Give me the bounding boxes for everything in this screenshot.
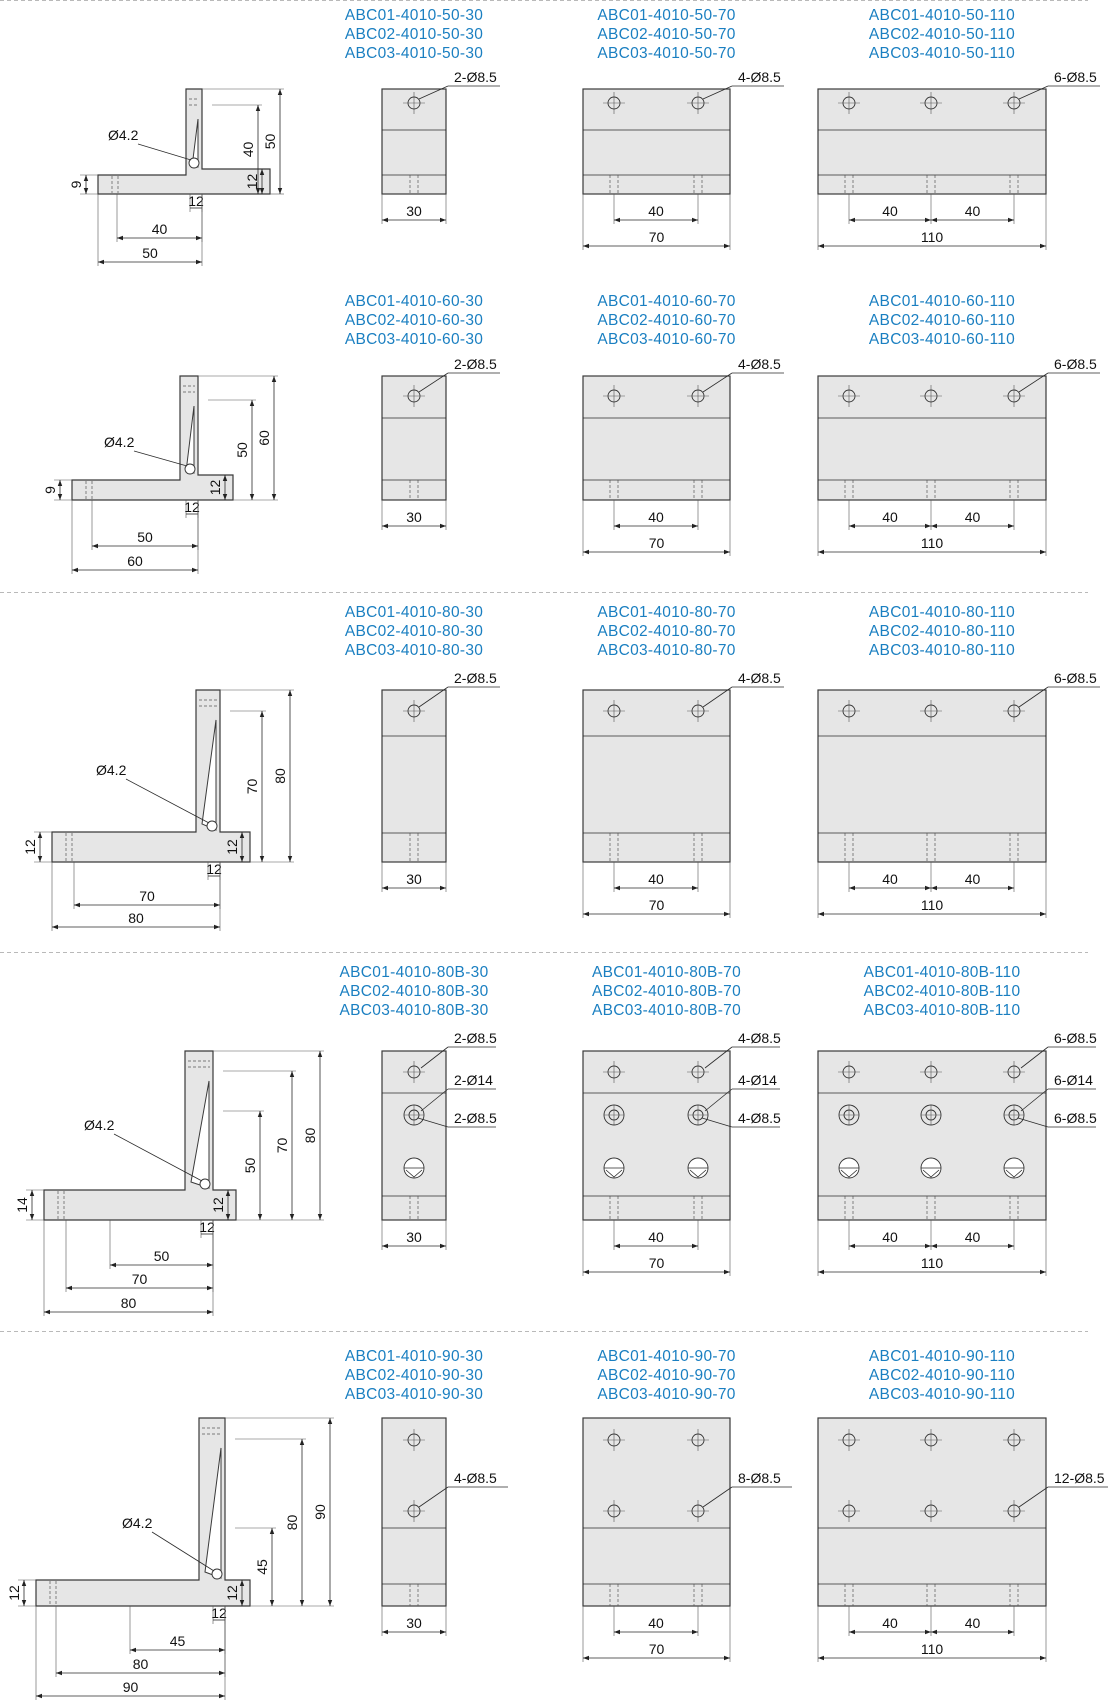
arrowhead	[925, 218, 931, 222]
arrowhead	[272, 494, 276, 500]
arrowhead	[1008, 1630, 1014, 1634]
hole-callout: 6-Ø8.5	[1054, 69, 1097, 85]
arrowhead	[56, 1671, 62, 1675]
dimension-label: 40	[882, 509, 898, 525]
part-number: ABC01-4010-90-30	[344, 1348, 484, 1365]
arrowhead	[818, 1656, 824, 1660]
arrowhead	[219, 1694, 225, 1698]
dimension-label: 40	[240, 141, 256, 158]
bracket-face	[818, 376, 1046, 500]
arrowhead	[207, 1286, 213, 1290]
arrowhead	[52, 925, 58, 929]
dimension-label: 12	[244, 173, 260, 190]
dimension-label: 90	[312, 1504, 328, 1520]
arrowhead	[214, 925, 220, 929]
arrowhead	[583, 550, 589, 554]
front-view-3-2	[583, 604, 784, 918]
part-number: ABC03-4010-90-30	[344, 1386, 484, 1403]
part-number: ABC01-4010-80-70	[597, 604, 736, 621]
bracket-face	[583, 89, 730, 194]
dimension-label: 50	[153, 1248, 170, 1264]
arrowhead	[440, 1630, 446, 1634]
arrowhead	[84, 188, 88, 194]
dimension-label: 9	[68, 180, 84, 189]
bracket-face	[583, 1418, 730, 1606]
dimension-label: 40	[964, 509, 981, 525]
front-view-3-3	[818, 604, 1100, 918]
part-number: ABC01-4010-80-30	[344, 604, 484, 621]
dimension-label: 12	[207, 479, 223, 496]
hole-callout: 6-Ø14	[1054, 1072, 1093, 1088]
arrowhead	[207, 1263, 213, 1267]
dimension-label: 40	[964, 871, 981, 887]
hole-callout: 4-Ø8.5	[738, 1030, 781, 1046]
arrowhead	[219, 1648, 225, 1652]
arrowhead	[818, 1270, 824, 1274]
dimension-label: 12	[199, 1219, 215, 1235]
bracket-face	[583, 690, 730, 862]
dimension-label: 110	[920, 897, 944, 913]
part-number: ABC03-4010-80B-110	[863, 1002, 1021, 1019]
part-number: ABC01-4010-80B-30	[339, 964, 489, 981]
arrowhead	[272, 376, 276, 382]
hole-callout: 2-Ø8.5	[454, 356, 497, 372]
bracket-profile	[52, 690, 250, 862]
arrowhead	[925, 1630, 931, 1634]
dimension-label: 40	[882, 203, 898, 219]
hole-callout: 6-Ø8.5	[1054, 1110, 1097, 1126]
part-number: ABC02-4010-50-30	[344, 26, 484, 43]
arrowhead	[328, 1418, 332, 1424]
arrowhead	[110, 1263, 116, 1267]
arrowhead	[692, 218, 698, 222]
arrowhead	[278, 188, 282, 194]
dimension-label: 50	[242, 1157, 258, 1174]
front-view-4-2	[583, 964, 781, 1276]
arrowhead	[440, 1244, 446, 1248]
arrowhead	[614, 1244, 620, 1248]
hole-callout: Ø4.2	[84, 1117, 115, 1133]
arrowhead	[925, 886, 931, 890]
arrowhead	[692, 1630, 698, 1634]
part-number: ABC02-4010-50-110	[868, 26, 1016, 43]
hole-callout: 4-Ø8.5	[454, 1470, 497, 1486]
dimension-label: 12	[224, 1585, 240, 1601]
arrowhead	[22, 1580, 26, 1586]
part-number: ABC03-4010-80-110	[868, 642, 1016, 659]
arrowhead	[1040, 550, 1046, 554]
hole-callout: Ø4.2	[122, 1515, 153, 1531]
dimension-label: 30	[406, 871, 422, 887]
part-number: ABC01-4010-60-30	[344, 293, 484, 310]
front-view-5-3	[818, 1348, 1108, 1662]
dimension-label: 12	[6, 1585, 22, 1601]
arrowhead	[849, 886, 855, 890]
hole-callout: 4-Ø8.5	[738, 670, 781, 686]
dimension-label: 12	[206, 861, 222, 877]
part-number: ABC02-4010-80B-70	[592, 983, 741, 1000]
arrowhead	[382, 1244, 388, 1248]
hole-callout: 4-Ø8.5	[738, 69, 781, 85]
dimension-label: 12	[210, 1197, 226, 1213]
arrowhead	[288, 690, 292, 696]
arrowhead	[258, 1214, 262, 1220]
hole-callout: 4-Ø8.5	[738, 356, 781, 372]
arrowhead	[583, 244, 589, 248]
part-number: ABC03-4010-80B-70	[592, 1002, 741, 1019]
part-number: ABC02-4010-50-70	[597, 26, 736, 43]
dimension-label: 110	[920, 1255, 944, 1271]
arrowhead	[260, 711, 264, 717]
callout-leader	[134, 451, 187, 466]
arrowhead	[30, 1190, 34, 1196]
front-view-4-3	[818, 964, 1097, 1276]
part-number: ABC03-4010-80B-30	[339, 1002, 489, 1019]
part-number: ABC02-4010-80B-110	[863, 983, 1021, 1000]
arrowhead	[270, 1528, 274, 1534]
part-number: ABC02-4010-80-30	[344, 623, 484, 640]
dimension-label: 70	[648, 1641, 665, 1657]
part-number: ABC03-4010-80-30	[344, 642, 484, 659]
arrowhead	[818, 244, 824, 248]
arrowhead	[692, 886, 698, 890]
arrowhead	[328, 1600, 332, 1606]
dimension-label: 60	[256, 430, 272, 446]
dimension-label: 80	[272, 768, 288, 784]
part-number: ABC02-4010-80-70	[597, 623, 736, 640]
callout-leader	[138, 144, 191, 160]
arrowhead	[692, 1244, 698, 1248]
hole-callout: 4-Ø14	[738, 1072, 777, 1088]
arrowhead	[30, 1214, 34, 1220]
dimension-label: 40	[964, 203, 981, 219]
side-view-5	[6, 1418, 334, 1700]
dimension-label: 40	[964, 1615, 981, 1631]
dimension-label: 40	[882, 871, 898, 887]
arrowhead	[38, 856, 42, 862]
front-view-1-3	[818, 7, 1100, 250]
arrowhead	[74, 903, 80, 907]
arrowhead	[382, 524, 388, 528]
part-number: ABC03-4010-50-70	[597, 45, 736, 62]
dimension-label: 12	[224, 839, 240, 855]
bracket-face	[818, 89, 1046, 194]
part-number: ABC01-4010-50-30	[344, 7, 484, 24]
arrowhead	[117, 236, 123, 240]
arrowhead	[818, 912, 824, 916]
dimension-label: 40	[882, 1615, 898, 1631]
dimension-label: 30	[406, 1229, 422, 1245]
arrowhead	[300, 1439, 304, 1445]
part-number: ABC01-4010-80B-70	[592, 964, 741, 981]
arrowhead	[931, 886, 937, 890]
hole-callout: 6-Ø8.5	[1054, 1030, 1097, 1046]
arrowhead	[382, 1630, 388, 1634]
hole-callout: 2-Ø8.5	[454, 670, 497, 686]
front-view-2-3	[818, 293, 1100, 556]
dimension-label: 80	[128, 910, 144, 926]
bracket-face	[583, 1051, 730, 1220]
dimension-label: 30	[406, 1615, 422, 1631]
arrowhead	[925, 1244, 931, 1248]
hole-callout: 12-Ø8.5	[1054, 1470, 1105, 1486]
dimension-label: 80	[132, 1656, 149, 1672]
front-view-3-1	[345, 604, 500, 892]
arrowhead	[98, 260, 104, 264]
arrowhead	[440, 218, 446, 222]
dimension-label: 50	[262, 133, 278, 150]
arrowhead	[849, 1244, 855, 1248]
dimension-label: 30	[406, 509, 422, 525]
arrowhead	[583, 1656, 589, 1660]
dimension-label: 70	[648, 897, 665, 913]
hole-callout: 2-Ø14	[454, 1072, 493, 1088]
arrowhead	[192, 568, 198, 572]
bracket-face	[583, 376, 730, 500]
arrowhead	[614, 886, 620, 890]
arrowhead	[1008, 524, 1014, 528]
part-number: ABC02-4010-60-30	[344, 312, 484, 329]
arrowhead	[44, 1310, 50, 1314]
hole-callout: Ø4.2	[96, 762, 127, 778]
dimension-label: 40	[648, 203, 664, 219]
arrowhead	[382, 886, 388, 890]
dimension-label: 70	[139, 888, 155, 904]
front-view-5-2	[583, 1348, 792, 1662]
part-number: ABC02-4010-60-110	[868, 312, 1016, 329]
dimension-label: 40	[882, 1229, 898, 1245]
part-number: ABC02-4010-80-110	[868, 623, 1016, 640]
dimension-label: 12	[211, 1605, 227, 1621]
front-view-5-1	[345, 1348, 508, 1636]
dimension-label: 45	[169, 1633, 186, 1649]
arrowhead	[1040, 244, 1046, 248]
hole-callout: Ø4.2	[104, 434, 135, 450]
dimension-label: 40	[648, 1229, 664, 1245]
part-number: ABC03-4010-60-110	[868, 331, 1016, 348]
arrowhead	[270, 1600, 274, 1606]
dimension-label: 30	[406, 203, 422, 219]
part-number: ABC01-4010-50-110	[868, 7, 1016, 24]
arrowhead	[849, 524, 855, 528]
part-number: ABC03-4010-50-30	[344, 45, 484, 62]
hole-callout: 2-Ø8.5	[454, 1110, 497, 1126]
dimension-label: 50	[234, 442, 250, 458]
arrowhead	[196, 236, 202, 240]
dimension-label: 50	[137, 529, 153, 545]
hole-callout: 2-Ø8.5	[454, 69, 497, 85]
part-number: ABC03-4010-60-30	[344, 331, 484, 348]
dimension-label: 45	[254, 1559, 270, 1575]
dimension-label: 40	[648, 871, 664, 887]
dimension-label: 12	[22, 839, 38, 855]
hole-callout: 6-Ø8.5	[1054, 670, 1097, 686]
arrowhead	[1008, 886, 1014, 890]
arrowhead	[440, 886, 446, 890]
arrowhead	[1040, 1270, 1046, 1274]
dimension-label: 110	[920, 535, 944, 551]
hole-callout: 6-Ø8.5	[1054, 356, 1097, 372]
arrowhead	[382, 218, 388, 222]
part-number: ABC03-4010-60-70	[597, 331, 736, 348]
arrowhead	[290, 1071, 294, 1077]
arrowhead	[818, 550, 824, 554]
arrowhead	[931, 218, 937, 222]
dimension-label: 70	[244, 778, 260, 795]
front-view-2-2	[583, 293, 784, 556]
arrowhead	[1040, 1656, 1046, 1660]
arrowhead	[66, 1286, 72, 1290]
dimension-label: 110	[920, 229, 944, 245]
arrowhead	[288, 856, 292, 862]
arrowhead	[84, 175, 88, 181]
arrowhead	[925, 524, 931, 528]
side-view-1	[68, 89, 284, 266]
part-number: ABC02-4010-90-70	[597, 1367, 736, 1384]
arrowhead	[258, 1111, 262, 1117]
side-view-3	[22, 690, 294, 931]
arrowhead	[724, 244, 730, 248]
dimension-label: 40	[964, 1229, 981, 1245]
dimension-label: 70	[131, 1271, 148, 1287]
hole-callout: 4-Ø8.5	[738, 1110, 781, 1126]
front-view-2-1	[345, 293, 500, 530]
arrowhead	[583, 912, 589, 916]
arrowhead	[849, 1630, 855, 1634]
part-number: ABC01-4010-90-110	[868, 1348, 1016, 1365]
arrowhead	[318, 1051, 322, 1057]
arrowhead	[250, 400, 254, 406]
dimension-label: 70	[648, 1255, 665, 1271]
arrowhead	[1040, 912, 1046, 916]
arrowhead	[931, 1630, 937, 1634]
arrowhead	[196, 260, 202, 264]
part-number: ABC03-4010-90-110	[868, 1386, 1016, 1403]
side-view-4	[14, 1051, 324, 1316]
arrowhead	[724, 912, 730, 916]
dimension-label: 40	[648, 509, 664, 525]
part-number: ABC03-4010-50-110	[868, 45, 1016, 62]
part-number: ABC03-4010-90-70	[597, 1386, 736, 1403]
dimension-label: 12	[184, 499, 200, 515]
part-number: ABC02-4010-90-30	[344, 1367, 484, 1384]
arrowhead	[36, 1694, 42, 1698]
arrowhead	[724, 550, 730, 554]
part-number: ABC01-4010-90-70	[597, 1348, 736, 1365]
dimension-label: 80	[284, 1514, 300, 1531]
dimension-label: 60	[127, 553, 143, 569]
part-number: ABC01-4010-60-70	[597, 293, 736, 310]
arrowhead	[58, 494, 62, 500]
arrowhead	[692, 524, 698, 528]
front-view-1-2	[583, 7, 784, 250]
arrowhead	[1008, 1244, 1014, 1248]
part-number: ABC01-4010-60-110	[868, 293, 1016, 310]
dimension-label: 110	[920, 1641, 944, 1657]
part-number: ABC01-4010-50-70	[597, 7, 736, 24]
part-number: ABC01-4010-80B-110	[863, 964, 1021, 981]
arrowhead	[130, 1648, 136, 1652]
dimension-label: 40	[648, 1615, 664, 1631]
arrowhead	[214, 903, 220, 907]
dimension-label: 9	[42, 486, 58, 494]
arrowhead	[849, 218, 855, 222]
bracket-face	[818, 1051, 1046, 1220]
arrowhead	[22, 1600, 26, 1606]
hole-callout: 2-Ø8.5	[454, 1030, 497, 1046]
arrowhead	[440, 524, 446, 528]
arrowhead	[207, 1310, 213, 1314]
dimension-label: 50	[142, 245, 158, 261]
arrowhead	[724, 1656, 730, 1660]
arrowhead	[931, 524, 937, 528]
arrowhead	[318, 1214, 322, 1220]
dimension-label: 70	[648, 535, 665, 551]
arrowhead	[300, 1600, 304, 1606]
arrowhead	[260, 856, 264, 862]
arrowhead	[1008, 218, 1014, 222]
part-number: ABC03-4010-80-70	[597, 642, 736, 659]
part-number: ABC02-4010-80B-30	[339, 983, 489, 1000]
arrowhead	[38, 832, 42, 838]
dimension-label: 14	[14, 1197, 30, 1213]
part-number: ABC02-4010-60-70	[597, 312, 736, 329]
dimension-label: 70	[648, 229, 665, 245]
hole-callout: 8-Ø8.5	[738, 1470, 781, 1486]
arrowhead	[250, 494, 254, 500]
dimension-label: 80	[120, 1295, 137, 1311]
dimension-label: 70	[274, 1137, 290, 1154]
dimension-label: 12	[188, 193, 204, 209]
arrowhead	[724, 1270, 730, 1274]
arrowhead	[278, 89, 282, 95]
side-view-2	[42, 376, 278, 574]
front-view-4-1	[340, 964, 498, 1250]
arrowhead	[614, 218, 620, 222]
part-number: ABC01-4010-80-110	[868, 604, 1016, 621]
arrowhead	[931, 1244, 937, 1248]
arrowhead	[219, 1671, 225, 1675]
dimension-label: 90	[122, 1679, 139, 1695]
arrowhead	[192, 544, 198, 548]
arrowhead	[92, 544, 98, 548]
dimension-label: 80	[302, 1127, 318, 1144]
arrowhead	[614, 1630, 620, 1634]
hole-callout: Ø4.2	[108, 127, 139, 143]
arrowhead	[72, 568, 78, 572]
front-view-1-1	[345, 7, 500, 224]
arrowhead	[583, 1270, 589, 1274]
arrowhead	[256, 105, 260, 111]
part-number: ABC02-4010-90-110	[868, 1367, 1016, 1384]
arrowhead	[58, 480, 62, 486]
dimension-label: 40	[151, 221, 168, 237]
arrowhead	[614, 524, 620, 528]
arrowhead	[290, 1214, 294, 1220]
